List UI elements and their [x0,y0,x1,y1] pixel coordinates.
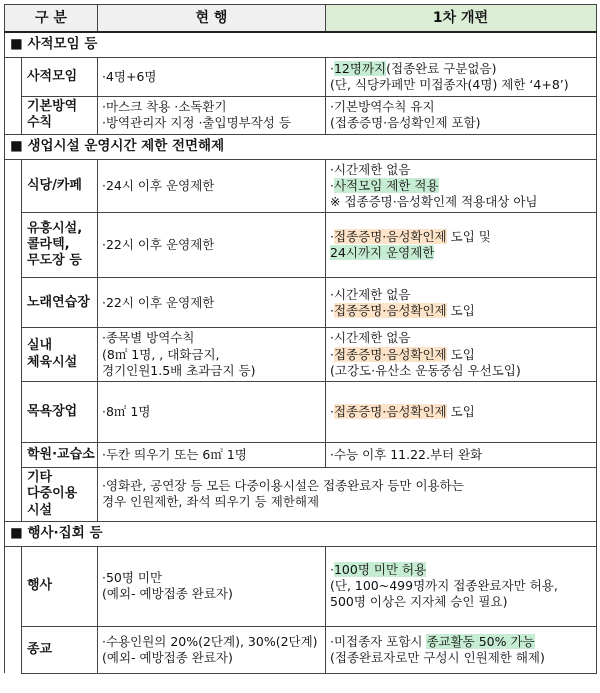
indent-cell [5,382,22,443]
text-segment: (단, 100~499명까지 접종완료자만 허용, [330,578,558,594]
section-header-row [5,32,597,58]
new-line [330,115,591,131]
new-cell [326,443,597,468]
text-segment: ·영화관, 공연장 등 모든 다중이용시설은 접종완료자 등만 이용하는 [102,478,464,494]
section-title: ■ 사적모임 등 [5,32,597,58]
table-row [5,278,597,328]
current-cell [98,58,326,97]
current-line [102,178,320,194]
table-row [5,159,597,213]
section-title: ■ 생업시설 운영시간 제한 전면해제 [5,134,597,159]
text-segment: 도입 [446,346,475,362]
current-line [102,404,320,420]
text-segment: (고강도·유산소 운동중심 우선도입) [330,362,521,378]
indent-cell [5,58,22,97]
table-row [5,328,597,382]
highlighted-text: 접종증명·음성확인제 [333,302,447,318]
new-cell [326,58,597,97]
indent-cell [5,278,22,328]
text-segment: ·8㎡ 1명 [102,403,151,419]
new-line [330,178,591,194]
new-line [330,61,591,77]
highlighted-text: 접종증명·음성확인제 [333,229,447,244]
new-line [330,245,591,261]
current-cell [98,278,326,328]
item-label [22,58,98,97]
text-segment: 도입 [446,302,475,318]
item-label-line: 학원·교습소 [27,446,95,462]
item-label-line: 행사 [27,578,53,594]
text-segment: 500명 이상은 지자체 승인 필요) [330,594,508,610]
text-segment: · [330,403,334,419]
text-segment: ·방역관리자 지정 ·출입명부작성 등 [102,115,291,131]
item-label-line: 무도장 등 [27,253,82,269]
new-line [330,303,591,319]
highlighted-text: 24시까지 운영제한 [330,245,435,261]
item-label [22,213,98,278]
new-line [330,162,591,178]
item-label-line: 시설 [27,502,53,518]
item-label-line: 체육시설 [27,354,78,370]
current-line [102,363,320,379]
new-cell [326,328,597,382]
text-segment: · [330,229,334,244]
current-cell [98,546,326,626]
table-row [5,97,597,135]
text-segment: · [330,177,334,193]
item-label-line: 실내 [27,338,53,354]
new-line [330,99,591,115]
current-line [102,69,320,85]
table-row [5,626,597,673]
item-label [22,328,98,382]
item-label-line: 콜라텍, [27,237,70,253]
text-segment: ※ 접종증명·음성확인제 적용대상 아님 [330,194,538,209]
new-line [330,562,591,578]
indent-cell [5,626,22,673]
text-segment: ·시간제한 없음 [330,286,411,302]
text-segment: ·시간제한 없음 [330,161,411,177]
section-header-row [5,521,597,546]
text-segment: ·마스크 착용 ·소독환기 [102,99,227,114]
current-line [102,570,320,586]
item-label-line: 노래연습장 [27,294,90,310]
item-label [22,468,98,522]
current-cell [98,159,326,213]
new-line [330,594,591,610]
item-label-line: 목욕장업 [27,403,78,419]
current-cell [98,382,326,443]
new-line [330,287,591,303]
new-line [330,447,591,463]
text-segment: · [330,346,334,362]
indent-cell [5,159,22,213]
current-cell [98,626,326,673]
new-line [330,77,591,93]
highlighted-text: 종교활동 50% 가능 [426,633,535,649]
current-cell [98,443,326,468]
current-line [102,99,320,115]
item-label-line: 식당/카페 [27,177,82,193]
text-segment: · [330,561,334,577]
item-label [22,97,98,135]
text-segment: ·시간제한 없음 [330,330,411,346]
table-row [5,443,597,468]
current-line [102,237,320,253]
table-row [5,468,597,522]
new-cell [326,159,597,213]
new-line [330,194,591,210]
item-label [22,382,98,443]
table-row [5,58,597,97]
new-line [330,404,591,420]
text-segment: ·수능 이후 11.22.부터 완화 [330,446,483,462]
new-line [330,634,591,650]
current-cell [98,328,326,382]
item-label [22,626,98,673]
item-label-line: 기본방역 [27,99,78,114]
item-label-line: 수칙 [27,115,53,131]
text-segment: · [330,302,334,318]
policy-comparison-table [4,4,597,674]
text-segment: (접종완료 구분없음) [386,60,497,76]
new-line [330,229,591,245]
text-segment: 도입 및 [446,229,491,244]
merged-line [102,478,591,494]
item-label-line: 다중이용 [27,486,78,502]
current-line [102,586,320,602]
current-line [102,634,320,650]
table-header-row [5,5,597,33]
text-segment: (접종완료자로만 구성시 인원제한 해제) [330,649,545,665]
text-segment: 경우 인원제한, 좌석 띄우기 등 제한해제 [102,494,320,510]
section-title: ■ 행사·집회 등 [5,521,597,546]
item-label [22,159,98,213]
table-row [5,546,597,626]
indent-cell [5,213,22,278]
merged-line [102,494,591,510]
item-label-line: 유흥시설, [27,220,83,236]
new-cell [326,213,597,278]
text-segment: ·50명 미만 [102,570,163,585]
table-row [5,382,597,443]
current-line [102,447,320,463]
merged-cell [98,468,597,522]
text-segment: ·4명+6명 [102,68,157,84]
indent-cell [5,546,22,626]
highlighted-text: 접종증명·음성확인제 [333,346,447,362]
header-category: 구 분 [5,5,98,33]
highlighted-text: 12명까지 [333,60,387,76]
new-line [330,363,591,379]
text-segment: (예외- 예방접종 완료자) [102,649,233,665]
current-cell [98,213,326,278]
item-label-line: 사적모임 [27,68,78,84]
text-segment: ·기본방역수칙 유지 [330,99,435,114]
text-segment: (8㎡ 1명, , 대화금지, [102,346,220,362]
current-line [102,115,320,131]
item-label [22,278,98,328]
indent-cell [5,328,22,382]
text-segment: ·22시 이후 운영제한 [102,294,215,310]
new-cell [326,546,597,626]
new-cell [326,97,597,135]
indent-cell [5,97,22,135]
text-segment: (단, 식당카페만 미접종자(4명) 제한 ‘4+8’) [330,77,569,92]
new-cell [326,382,597,443]
table-row [5,213,597,278]
text-segment: (예외- 예방접종 완료자) [102,586,233,602]
item-label-line: 종교 [27,641,53,657]
new-line [330,330,591,346]
section-header-row [5,134,597,159]
new-cell [326,278,597,328]
header-current: 현 행 [98,5,326,33]
highlighted-text: 100명 미만 허용 [333,561,427,577]
text-segment: ·24시 이후 운영제한 [102,177,215,193]
current-line [102,347,320,363]
indent-cell [5,468,22,522]
header-new: 1차 개편 [326,5,597,33]
current-cell [98,97,326,135]
text-segment: ·22시 이후 운영제한 [102,237,215,253]
text-segment: · [330,60,334,76]
item-label [22,443,98,468]
item-label [22,546,98,626]
text-segment: ·종목별 방역수칙 [102,330,195,346]
text-segment: ·수용인원의 20%(2단계), 30%(2단계) [102,633,318,649]
indent-cell [5,443,22,468]
new-line [330,650,591,666]
current-line [102,650,320,666]
text-segment: ·미접종자 포함시 [330,633,427,649]
current-line [102,330,320,346]
current-line [102,295,320,311]
new-line [330,578,591,594]
text-segment: (접종증명·음성확인제 포함) [330,115,481,131]
new-line [330,347,591,363]
item-label-line: 기타 [27,470,53,485]
text-segment: 도입 [446,403,475,419]
highlighted-text: 접종증명·음성확인제 [333,403,447,419]
highlighted-text: 사적모임 제한 적용 [333,177,439,193]
text-segment: ·두칸 띄우기 또는 6㎡ 1명 [102,446,247,462]
text-segment: 경기인원1.5배 초과금지 등) [102,362,256,378]
new-cell [326,626,597,673]
